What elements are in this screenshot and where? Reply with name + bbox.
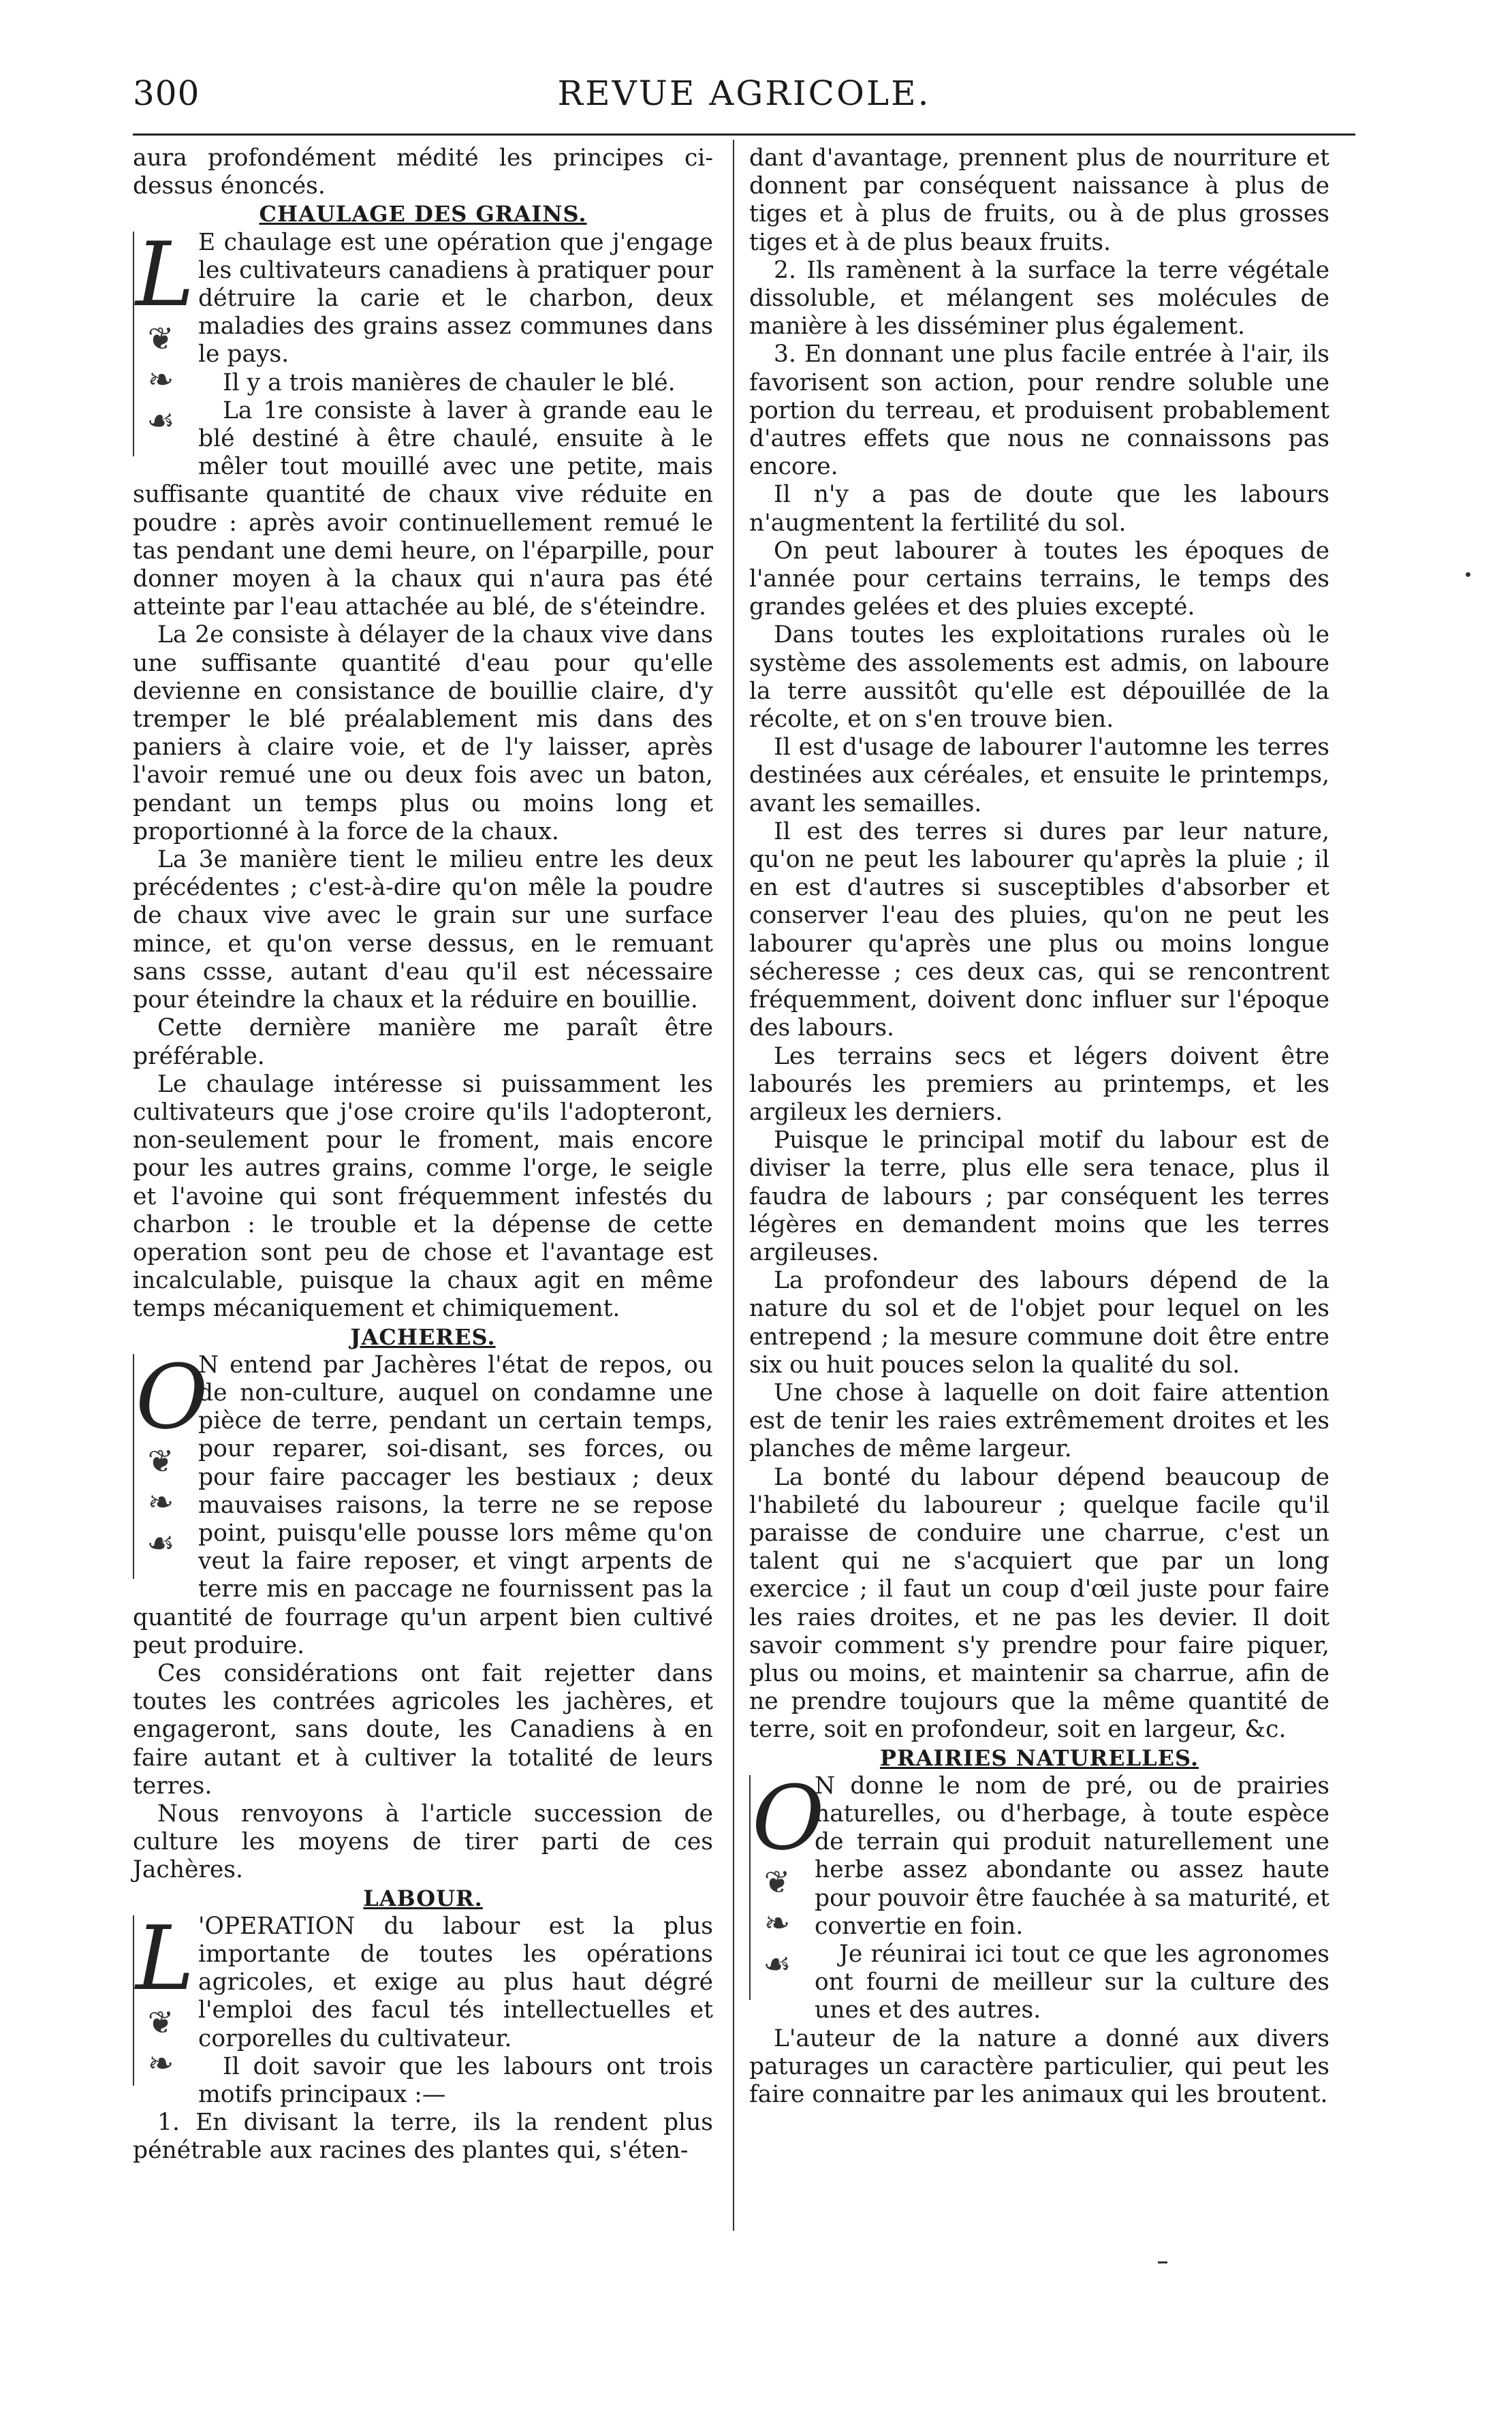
fleuron-ornament-icon: ❧ xyxy=(147,2044,174,2082)
right-column xyxy=(749,144,1329,2109)
section-heading-prairies: PRAIRIES NATURELLES. xyxy=(879,1744,1199,1771)
drop-cap-prairies xyxy=(749,1766,825,2000)
fleuron-ornament-icon: ❦ xyxy=(147,2003,174,2041)
paragraph: La 3e manière tient le milieu entre les deux précédentes ; c'est-à-dire qu'on mêle la poudre de chaux vive avec le grain sur une surface mince, et qu'on verse dessus, en le remuant sans cssse, autant d'eau qu'il est nécessaire pour éteindre la chaux et la réduire en bouillie. xyxy=(133,846,713,1014)
paragraph: E chaulage est une opération que j'engage les cultivateurs canadiens à pratiquer pour détruire la carie et le charbon, deux maladies des grains assez communes dans le pays. xyxy=(198,228,713,369)
fleuron-ornament-icon: ❦ xyxy=(147,1442,174,1479)
paragraph: Le chaulage intéresse si puissamment les cultivateurs que j'ose croire qu'ils l'adopteront, non-seulement pour le froment, mais encore pour les autres grains, comme l'orge, le seigle et l'avoine qui sont fréquemment infestés du charbon : le trouble et la dépense de cette operation sont peu de chose et l'avantage est incalculable, puisque la chaux agit en même temps mécaniquement et chimiquement. xyxy=(133,1070,713,1323)
drop-cap-letter: O xyxy=(752,1766,825,1870)
paragraph: La profondeur des labours dépend de la nature du sol et de l'objet pour lequel on les entrepend ; la mesure commune doit être entre six ou huit pouces selon la qualité du sol. xyxy=(749,1267,1329,1379)
paragraph: aura profondément médité les principes ci-dessus énoncés. xyxy=(133,144,713,200)
page-header xyxy=(133,74,1355,128)
left-column xyxy=(133,144,713,2165)
paragraph: La bonté du labour dépend beaucoup de l'habileté du laboureur ; quelque facile qu'il paraisse de conduire une charrue, c'est un talent qui ne s'acquiert que par un long exercice ; il faut un coup d'œil juste pour faire les raies droites, et ne pas les devier. Il doit savoir comment s'y prendre pour faire piquer, plus ou moins, et maintenir sa charrue, afin de ne prendre toujours que la même quantité de terre, soit en profondeur, soit en largeur, &c. xyxy=(749,1463,1329,1744)
drop-cap-jacheres xyxy=(133,1345,208,1579)
paragraph: Puisque le principal motif du labour est de diviser la terre, plus elle sera tenace, plus il faudra de labours ; par conséquent les terres légères en demandent moins que les terres argileuses. xyxy=(749,1127,1329,1266)
drop-cap-letter: O xyxy=(136,1345,208,1449)
fleuron-ornament-icon: ☙ xyxy=(763,1945,791,1982)
fleuron-ornament-icon: ❧ xyxy=(147,360,174,398)
fleuron-ornament-icon: ☙ xyxy=(146,1524,175,1561)
paragraph: dant d'avantage, prennent plus de nourriture et donnent par conséquent naissance à plus de tiges et à plus de fruits, ou à de plus grosses tiges et à de plus beaux fruits. xyxy=(749,144,1329,256)
paragraph: Une chose à laquelle on doit faire attention est de tenir les raies extrêmement droites et les planches de même largeur. xyxy=(749,1379,1329,1463)
fleuron-ornament-icon: ❦ xyxy=(147,319,174,357)
section-heading-labour: LABOUR. xyxy=(363,1885,483,1911)
print-speck xyxy=(1158,2261,1167,2263)
paragraph: N entend par Jachères l'état de repos, ou de non-culture, auquel on condamne une pièce de terre, pendant un certain temps, pour reparer, soi-disant, ses forces, ou pour faire paccager les bestiaux ; deux mauvaises raisons, la terre ne se repose point, puisqu'elle pousse lors même qu'on veut la faire reposer, et vingt arpents de terre mis en paccage ne fournissent pas la quantité de fourrage qu'un arpent bien cultivé peut produire. xyxy=(133,1351,713,1659)
fleuron-ornament-icon: ❧ xyxy=(763,1904,791,1941)
fleuron-ornament-icon: ☙ xyxy=(146,401,175,439)
fleuron-ornament-icon: ❧ xyxy=(147,1483,174,1520)
section-heading-jacheres: JACHERES. xyxy=(350,1323,496,1350)
paragraph: On peut labourer à toutes les époques de l'année pour certains terrains, le temps des grandes gelées et des pluies excepté. xyxy=(749,537,1329,621)
paragraph: Ces considérations ont fait rejetter dans toutes les contrées agricoles les jachères, et engageront, sans doute, les Canadiens à en faire autant et à cultiver la totalité de leurs terres. xyxy=(133,1659,713,1800)
paragraph: 2. Ils ramènent à la surface la terre végétale dissoluble, et mélangent ses molécules de manière à les disséminer plus également. xyxy=(749,256,1329,341)
paragraph: N donne le nom de pré, ou de prairies naturelles, ou d'herbage, à toute espèce de terrain qui produit naturellement une herbe assez abondante ou assez haute pour pouvoir être fauchée à sa maturité, et convertie en foin. xyxy=(815,1772,1329,1940)
paragraph: Cette dernière manière me paraît être préférable. xyxy=(133,1014,713,1070)
drop-cap-labour xyxy=(133,1906,195,2086)
drop-cap-chaulage xyxy=(133,222,195,456)
page-number: 300 xyxy=(133,74,200,113)
running-title: REVUE AGRICOLE. xyxy=(557,74,931,113)
drop-cap-letter: L xyxy=(136,1906,195,2010)
paragraph: Je réunirai ici tout ce que les agronomes ont fourni de meilleur sur la culture des unes et des autres. xyxy=(815,1941,1329,2024)
paragraph: L'auteur de la nature a donné aux divers paturages un caractère particulier, qui peut les faire connaitre par les animaux qui les broutent. xyxy=(749,2024,1329,2109)
paragraph: Les terrains secs et légers doivent être labourés les premiers au printemps, et les argileux les derniers. xyxy=(749,1042,1329,1126)
drop-cap-letter: L xyxy=(136,222,195,326)
paragraph: La 2e consiste à délayer de la chaux vive dans une suffisante quantité d'eau pour qu'elle devienne en consistance de bouillie claire, d'y tremper le blé préalablement mis dans des paniers à claire voie, et de l'y laisser, après l'avoir remué une ou deux fois avec un baton, pendant un temps plus ou moins long et proportionné à la force de la chaux. xyxy=(133,621,713,845)
paragraph: La 1re consiste à laver à grande eau le blé destiné à être chaulé, ensuite à le mêler tout mouillé avec une petite, mais suffisante quantité de chaux vive réduite en poudre : après avoir continuellement remué le tas pendant une demi heure, on l'éparpille, pour donner moyen à la chaux qui n'aura pas été atteinte par l'eau attachée au blé, de s'éteindre. xyxy=(133,396,713,621)
paragraph: 3. En donnant une plus facile entrée à l'air, ils favorisent son action, pour rendre soluble une portion du terreau, et produisent probablement d'autres effets que nous ne connaissons pas encore. xyxy=(749,341,1329,481)
print-speck xyxy=(1466,572,1470,577)
paragraph: Il doit savoir que les labours ont trois motifs principaux :— xyxy=(198,2052,713,2109)
paragraph: Dans toutes les exploitations rurales où le système des assolements est admis, on laboure la terre aussitôt qu'elle est dépouillée de la récolte, et on s'en trouve bien. xyxy=(749,621,1329,734)
paragraph: 'OPERATION du labour est la plus importante de toutes les opérations agricoles, et exige au plus haut dégré l'emploi des facul tés intellectuelles et corporelles du cultivateur. xyxy=(198,1912,713,2052)
paragraph: Nous renvoyons à l'article succession de culture les moyens de tirer parti de ces Jachères. xyxy=(133,1800,713,1884)
section-heading-chaulage: CHAULAGE DES GRAINS. xyxy=(259,201,587,228)
column-rule xyxy=(733,140,734,2231)
paragraph: Il y a trois manières de chauler le blé. xyxy=(223,369,676,396)
fleuron-ornament-icon: ❦ xyxy=(763,1863,791,1900)
paragraph: Il est d'usage de labourer l'automne les terres destinées aux céréales, et ensuite le printemps, avant les semailles. xyxy=(749,734,1329,817)
header-rule xyxy=(133,134,1355,136)
paragraph: Il est des terres si dures par leur nature, qu'on ne peut les labourer qu'après la pluie ; il en est d'autres si susceptibles d'absorber et conserver l'eau des pluies, qu'on ne peut les labourer qu'après une plus ou moins longue sécheresse ; ces deux cas, qui se rencontrent fréquemment, doivent donc influer sur l'époque des labours. xyxy=(749,817,1329,1042)
paragraph: 1. En divisant la terre, ils la rendent plus pénétrable aux racines des plantes qui, s'éten- xyxy=(133,2109,713,2165)
paragraph: Il n'y a pas de doute que les labours n'augmentent la fertilité du sol. xyxy=(749,481,1329,537)
